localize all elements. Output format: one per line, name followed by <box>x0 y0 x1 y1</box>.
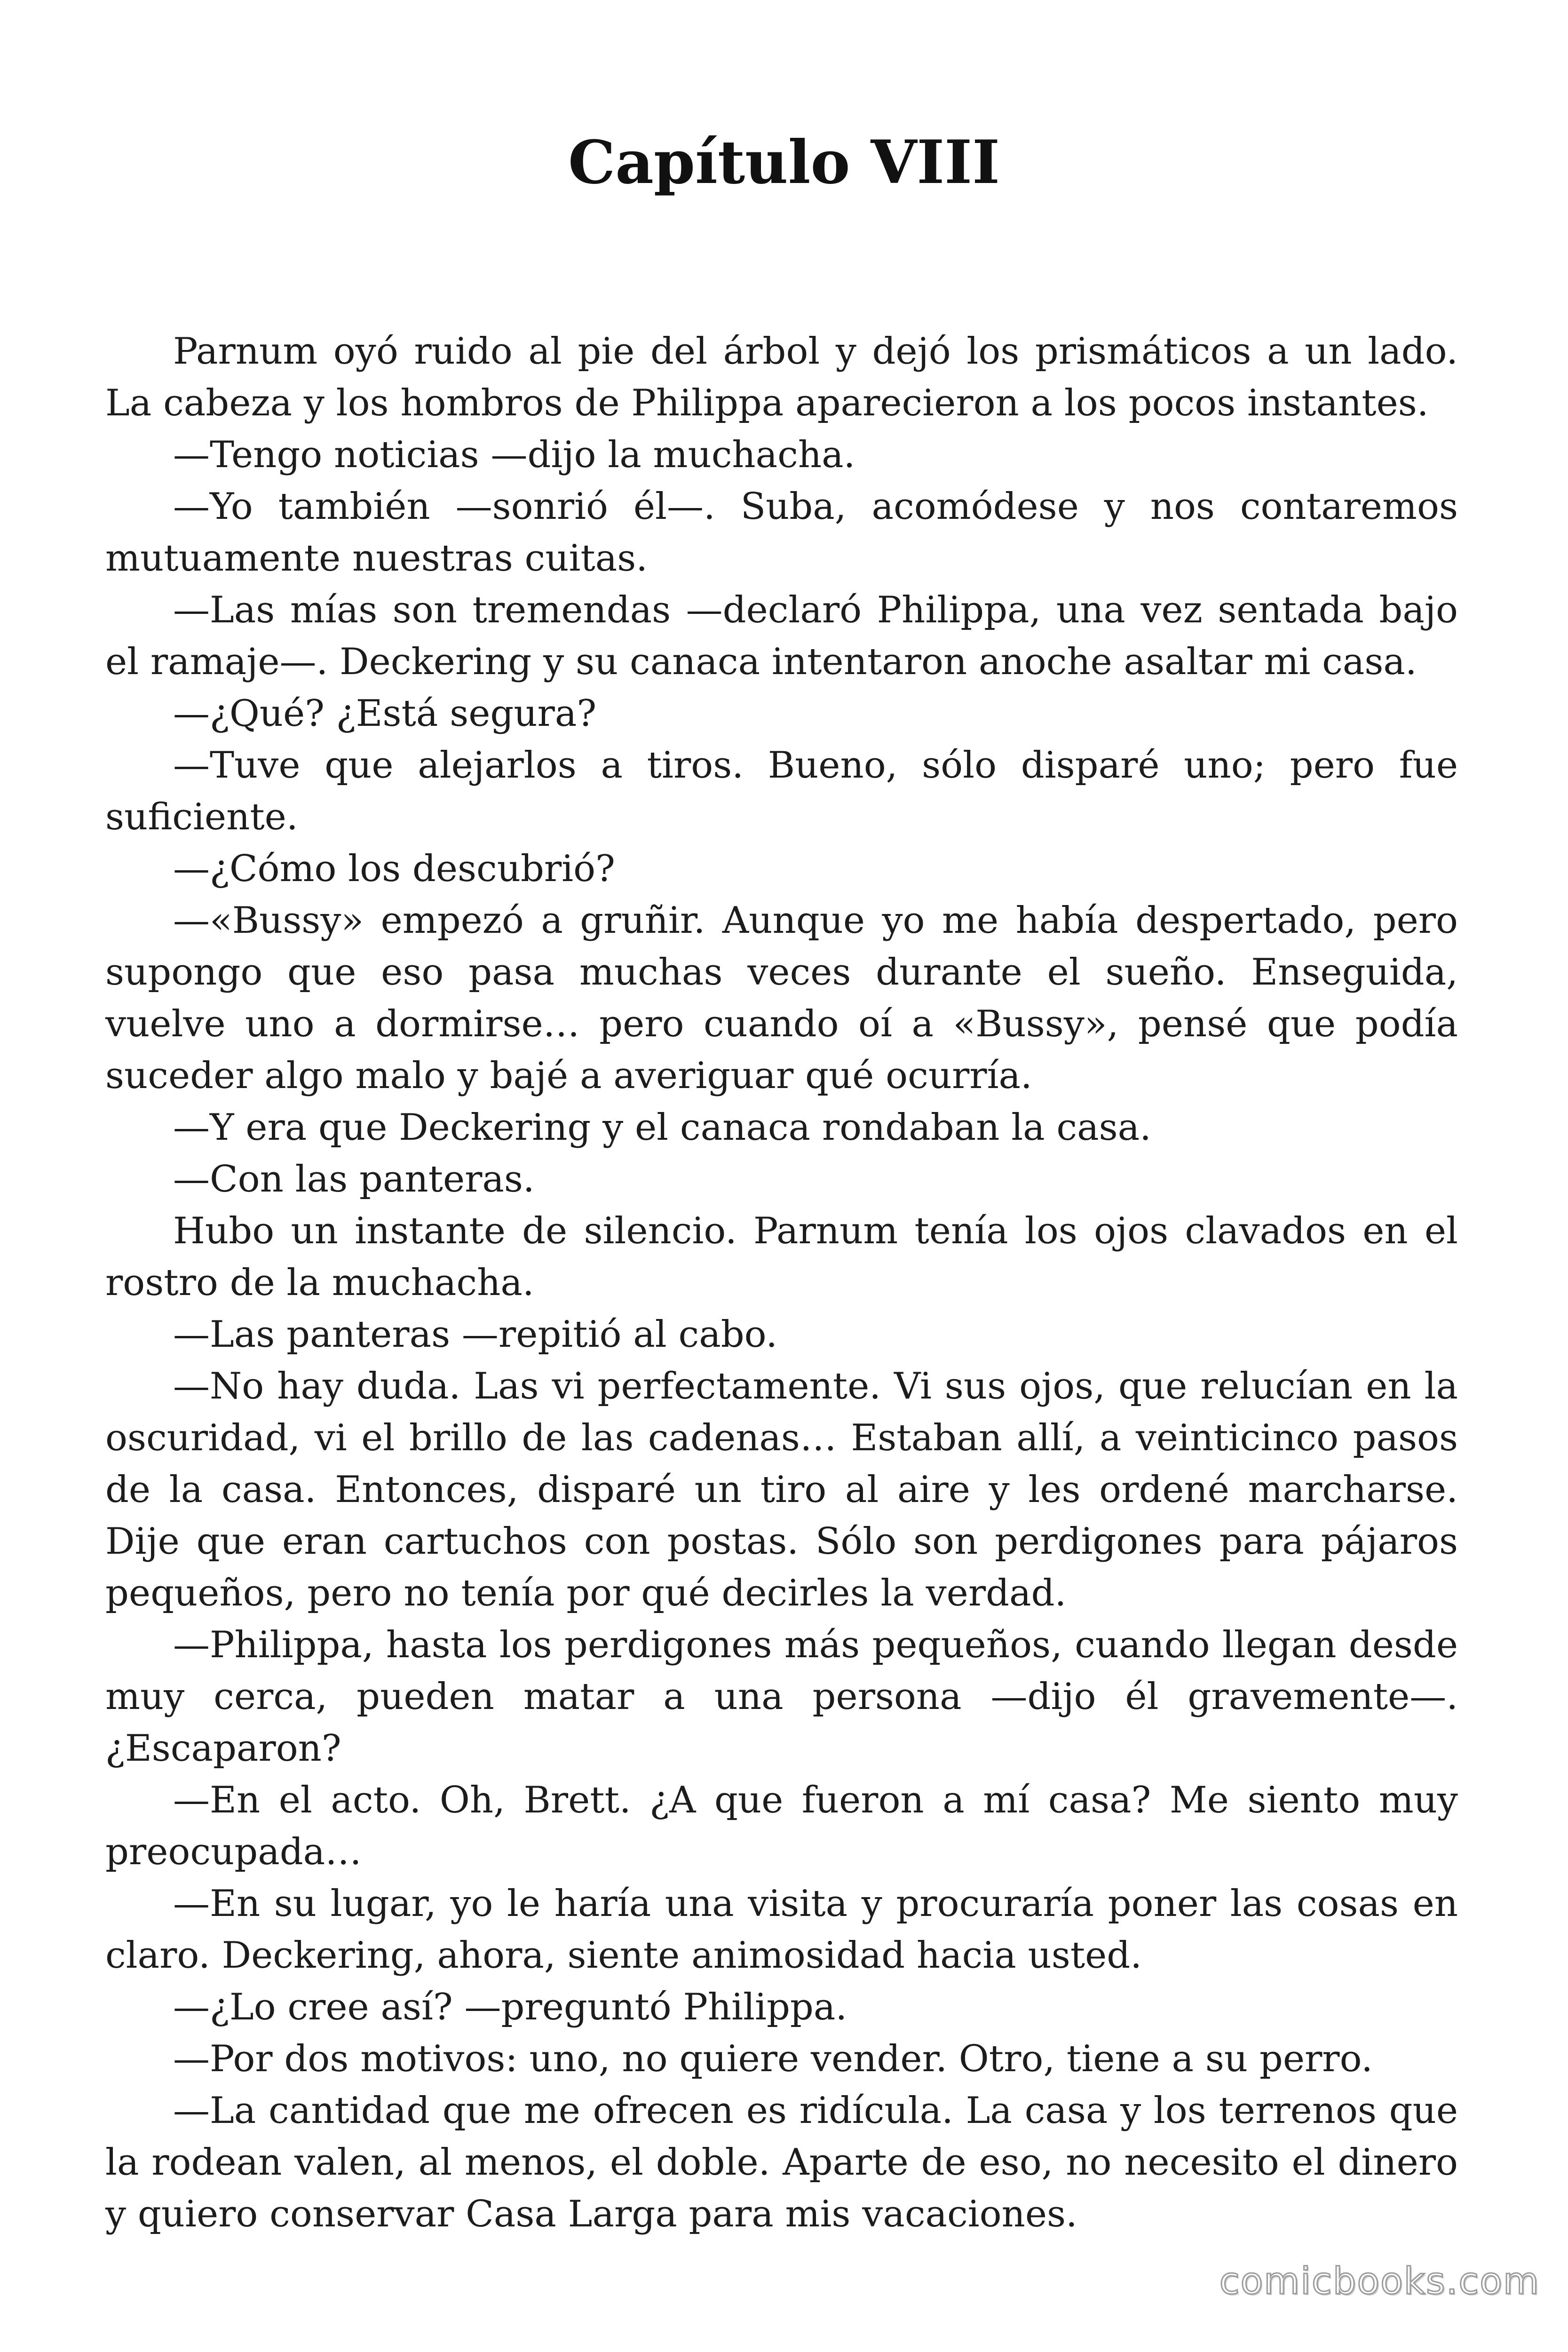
paragraph: —Con las panteras. <box>173 1158 535 1200</box>
paragraph: Parnum oyó ruido al pie del árbol y dejó los prismáticos a un lado. La cabeza y los hombros de Philippa aparecieron a los pocos instantes. <box>105 330 1458 424</box>
paragraph: —En su lugar, yo le haría una visita y procuraría poner las cosas en claro. Deckering, ahora, siente animosidad hacia usted. <box>105 1883 1458 1977</box>
paragraph: —¿Lo cree así? —preguntó Philippa. <box>173 1986 847 2028</box>
paragraph: —Las mías son tremendas —declaró Philippa, una vez sentada bajo el ramaje—. Deckering y su canaca intentaron anoche asaltar mi casa. <box>105 589 1458 683</box>
paragraph: Hubo un instante de silencio. Parnum tenía los ojos clavados en el rostro de la muchacha. <box>105 1210 1458 1304</box>
paragraph: —La cantidad que me ofrecen es ridícula. La casa y los terrenos que la rodean valen, al menos, el doble. Aparte de eso, no necesito el dinero y quiero conservar Casa Larga para mis vacaciones. <box>105 2090 1458 2235</box>
paragraph: —«Bussy» empezó a gruñir. Aunque yo me había despertado, pero supongo que eso pasa muchas veces durante el sueño. Enseguida, vuelve uno a dormirse… pero cuando oí a «Bussy», pensé que podía suceder algo malo y bajé a averiguar qué ocurría. <box>105 899 1458 1097</box>
chapter-title: Capítulo VIII <box>568 127 1000 197</box>
watermark: comicbooks.com <box>1219 2260 1540 2303</box>
paragraph: —Por dos motivos: uno, no quiere vender. Otro, tiene a su perro. <box>173 2038 1373 2080</box>
paragraph: —No hay duda. Las vi perfectamente. Vi sus ojos, que relucían en la oscuridad, vi el brillo de las cadenas… Estaban allí, a veinticinco pasos de la casa. Entonces, disparé un tiro al aire y les ordené marcharse. Dije que eran cartuchos con postas. Sólo son perdigones para pájaros pequeños, pero no tenía por qué decirles la verdad. <box>105 1365 1458 1614</box>
paragraph: —Tuve que alejarlos a tiros. Bueno, sólo disparé uno; pero fue suficiente. <box>105 744 1458 838</box>
paragraph: —Las panteras —repitió al cabo. <box>173 1313 778 1356</box>
paragraph: —Philippa, hasta los perdigones más pequeños, cuando llegan desde muy cerca, pueden matar a una persona —dijo él gravemente—. ¿Escaparon? <box>105 1624 1458 1770</box>
paragraph: —Yo también —sonrió él—. Suba, acomódese y nos contaremos mutuamente nuestras cuitas. <box>105 485 1458 580</box>
paragraph: —¿Qué? ¿Está segura? <box>173 692 597 735</box>
paragraph: —Y era que Deckering y el canaca rondaban la casa. <box>173 1106 1151 1149</box>
paragraph: —¿Cómo los descubrió? <box>173 848 615 890</box>
paragraph: —Tengo noticias —dijo la muchacha. <box>173 434 855 476</box>
chapter-body <box>105 326 1458 2240</box>
paragraph: —En el acto. Oh, Brett. ¿A que fueron a mí casa? Me siento muy preocupada… <box>105 1779 1458 1873</box>
